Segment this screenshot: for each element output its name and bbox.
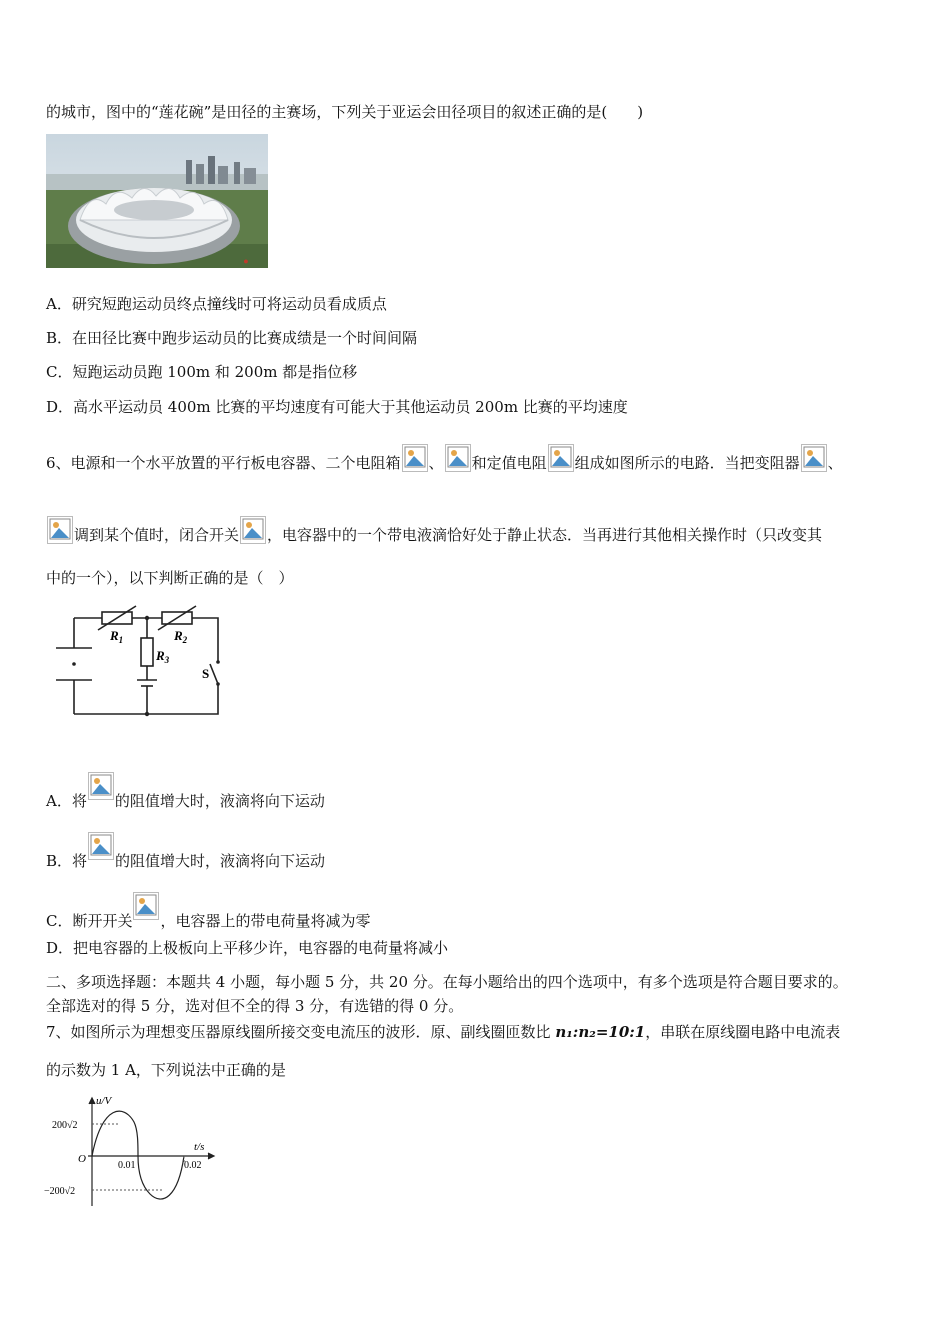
broken-image-icon [88, 772, 114, 800]
y-max-label: 200√2 [52, 1120, 78, 1131]
question-6-option-c [46, 892, 371, 931]
question-6-stem-line-1 [46, 444, 843, 473]
x-tick-002: 0.02 [184, 1160, 202, 1171]
question-5-stem: 的城市，图中的“莲花碗”是田径的主赛场，下列关于亚运会田径项目的叙述正确的是( ) [46, 103, 644, 121]
q6-option-a-prefix: A．将 [46, 792, 87, 810]
q7-text-2: ，串联在原线圈电路中电流表 [645, 1023, 841, 1041]
r1-label: $R_1$ [110, 628, 124, 645]
question-5-option-a: A．研究短跑运动员终点撞线时可将运动员看成质点 [46, 295, 387, 313]
question-5-option-d: D．高水平运动员 400m 比赛的平均速度有可能大于其他运动员 200m 比赛的平均速度 [46, 398, 628, 416]
q6-option-b-prefix: B．将 [46, 852, 88, 870]
broken-image-icon [445, 444, 471, 472]
question-5-option-b: B．在田径比赛中跑步运动员的比赛成绩是一个时间间隔 [46, 329, 418, 347]
x-tick-001: 0.01 [118, 1160, 136, 1171]
section-2-instructions-line-1: 二、多项选择题：本题共 4 小题，每小题 5 分，共 20 分。在每小题给出的四个选项中，有多个选项是符合题目要求的。 [46, 973, 848, 991]
q6-text-1: 6、电源和一个水平放置的平行板电容器、二个电阻箱 [46, 454, 401, 472]
y-min-label: −200√2 [44, 1186, 76, 1197]
q6-option-a-suffix: 的阻值增大时，液滴将向下运动 [114, 792, 325, 810]
question-5-option-c: C．短跑运动员跑 100m 和 200m 都是指位移 [46, 363, 358, 381]
q6-text-5: 、 [827, 454, 843, 472]
broken-image-icon [402, 444, 428, 472]
broken-image-icon [240, 516, 266, 544]
broken-image-icon [801, 444, 827, 472]
broken-image-icon [133, 892, 159, 920]
question-6-option-a [46, 772, 325, 811]
q7-turns-ratio: n₁:n₂=10:1 [555, 1023, 646, 1041]
q6-text-2: 、 [428, 454, 444, 472]
q6-option-b-suffix: 的阻值增大时，液滴将向下运动 [115, 852, 326, 870]
question-6-option-d: D．把电容器的上极板向上平移少许，电容器的电荷量将减小 [46, 939, 449, 957]
broken-image-icon [47, 516, 73, 544]
circuit-diagram [52, 604, 232, 722]
question-7-stem-line-2: 的示数为 1 A，下列说法中正确的是 [46, 1061, 286, 1079]
voltage-waveform-graph [44, 1094, 224, 1210]
question-6-stem-line-2 [46, 516, 822, 545]
q6-option-c-suffix: ，电容器上的带电荷量将减为零 [160, 912, 371, 930]
broken-image-icon [88, 832, 114, 860]
lotus-stadium-photo [46, 134, 268, 268]
origin-label: O [78, 1153, 86, 1165]
q6-option-c-prefix: C．断开开关 [46, 912, 133, 930]
q6-text-6: 调到某个值时，闭合开关 [74, 526, 240, 544]
x-axis-label: t/s [194, 1141, 205, 1153]
y-axis-label: u/V [96, 1095, 112, 1107]
broken-image-icon [548, 444, 574, 472]
question-6-option-b [46, 832, 325, 871]
svg-text:●: ● [243, 256, 249, 266]
section-2-instructions-line-2: 全部选对的得 5 分，选对但不全的得 3 分，有选错的得 0 分。 [46, 997, 464, 1015]
switch-label: S [202, 666, 210, 681]
q6-text-4: 组成如图所示的电路．当把变阻器 [574, 454, 800, 472]
q7-text-1: 7、如图所示为理想变压器原线圈所接交变电流压的波形．原、副线圈匝数比 [46, 1023, 556, 1041]
r2-label: $R_2$ [174, 628, 188, 645]
question-7-stem-line-1 [46, 1022, 840, 1042]
q6-text-7: ，电容器中的一个带电液滴恰好处于静止状态．当再进行其他相关操作时（只改变其 [267, 526, 823, 544]
r3-label: $R_3$ [156, 648, 170, 665]
q6-text-3: 和定值电阻 [471, 454, 547, 472]
question-6-stem-line-3: 中的一个），以下判断正确的是（ ） [46, 569, 294, 587]
